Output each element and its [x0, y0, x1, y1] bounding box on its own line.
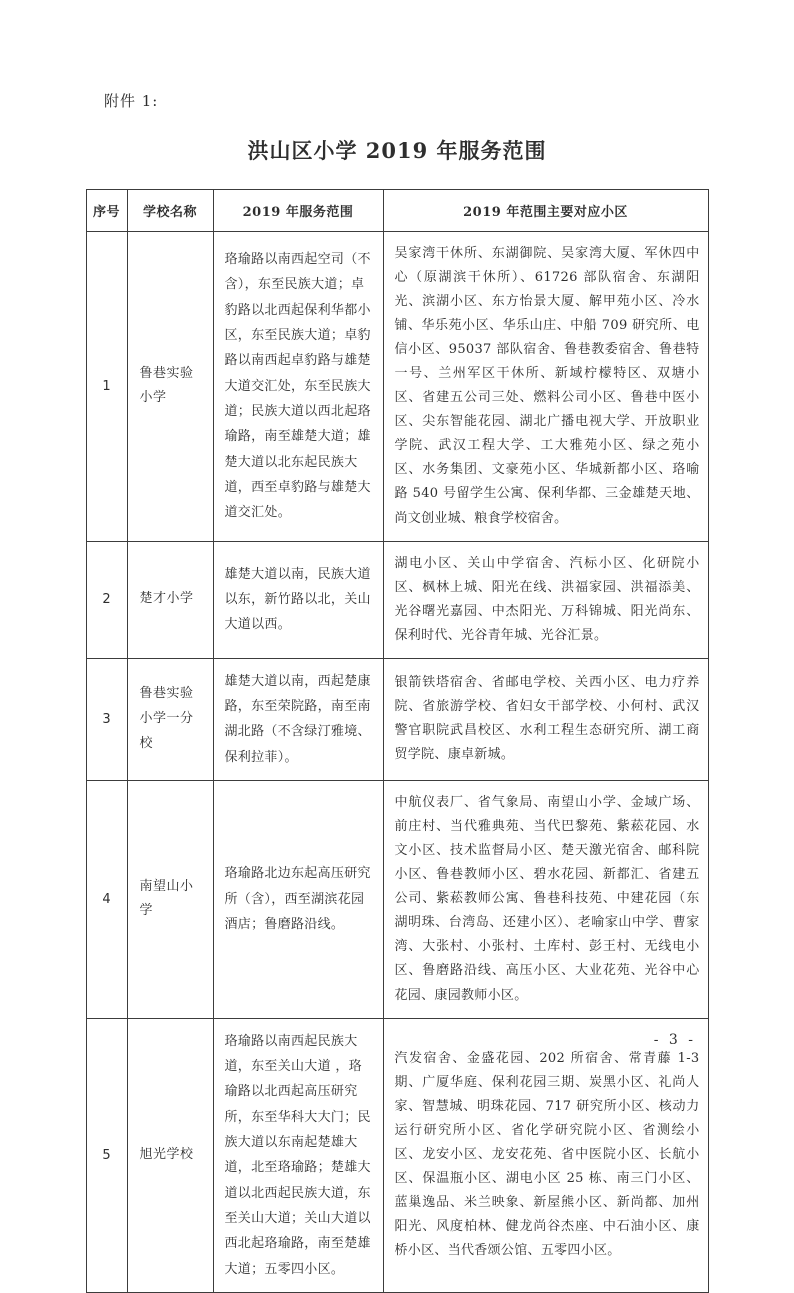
table-row [86, 232, 708, 542]
cell-scope: 雄楚大道以南，民族大道以东，新竹路以北，关山大道以西。 [213, 541, 383, 658]
table-row [86, 781, 708, 1018]
header-no: 序号 [86, 190, 127, 232]
page-number: - 3 - [653, 1032, 696, 1048]
table-row [86, 541, 708, 658]
cell-no: 2 [86, 541, 127, 658]
cell-communities: 汽发宿舍、金盛花园、202 所宿舍、常青藤 1-3 期、广厦华庭、保利花园三期、炭黑小区、礼尚人家、智慧城、明珠花园、717 研究所小区、核动力运行研究所小区、省化学研究院小区、省测绘小区、龙安小区、龙安花苑、省中医院小区、长航小区、保温瓶小区、湖电小区 25 栋、南三门小区、蓝巢逸品、米兰映象、新屋熊小区、新尚都、加州阳光、风度柏林、健龙尚谷杰座、中石油小区、康桥小区、当代香颂公馆、五零四小区。 [383, 1018, 708, 1292]
cell-communities: 湖电小区、关山中学宿舍、汽标小区、化研院小区、枫林上城、阳光在线、洪福家园、洪福添美、光谷曙光嘉园、中杰阳光、万科锦城、阳光尚东、保利时代、光谷青年城、光谷汇景。 [383, 541, 708, 658]
cell-school: 鲁巷实验小学一分校 [127, 658, 213, 780]
attachment-label: 附件 1: [104, 92, 159, 110]
cell-scope: 珞瑜路以南西起民族大道，东至关山大道 ，珞瑜路以北西起高压研究所，东至华科大大门；民族大道以东南起楚雄大道，北至珞瑜路；楚雄大道以北西起民族大道，东至关山大道；关山大道以西北起珞瑜路，南至楚雄大道；五零四小区。 [213, 1018, 383, 1292]
header-communities: 2019 年范围主要对应小区 [383, 190, 708, 232]
cell-scope: 珞瑜路以南西起空司（不含），东至民族大道；卓豹路以北西起保利华都小区，东至民族大道；卓豹路以南西起卓豹路与雄楚大道交汇处，东至民族大道；民族大道以西北起珞瑜路，南至雄楚大道；雄楚大道以北东起民族大道，西至卓豹路与雄楚大道交汇处。 [213, 232, 383, 542]
cell-school: 旭光学校 [127, 1018, 213, 1292]
cell-school: 楚才小学 [127, 541, 213, 658]
cell-communities: 吴家湾干休所、东湖御院、吴家湾大厦、军休四中心（原湖滨干休所）、61726 部队宿舍、东湖阳光、滨湖小区、东方怡景大厦、解甲苑小区、冷水铺、华乐苑小区、华乐山庄、中船 709 研究所、电信小区、95037 部队宿舍、鲁巷教委宿舍、鲁巷特一号、兰州军区干休所、新域柠檬特区、双塘小区、省建五公司三处、燃料公司小区、鲁巷中医小区、尖东智能花园、湖北广播电视大学、开放职业学院、武汉工程大学、工大雅苑小区、绿之苑小区、水务集团、文豪苑小区、华城新都小区、珞喻路 540 号留学生公寓、保利华都、三金雄楚天地、尚文创业城、粮食学校宿舍。 [383, 232, 708, 542]
cell-scope: 珞瑜路北边东起高压研究所（含），西至湖滨花园酒店；鲁磨路沿线。 [213, 781, 383, 1018]
cell-scope: 雄楚大道以南，西起楚康路，东至荣院路，南至南湖北路（不含绿汀雅境、保利拉菲）。 [213, 658, 383, 780]
cell-no: 1 [86, 232, 127, 542]
table-row [86, 658, 708, 780]
cell-no: 5 [86, 1018, 127, 1292]
table-row [86, 1018, 708, 1292]
cell-communities: 中航仪表厂、省气象局、南望山小学、金域广场、前庄村、当代雅典苑、当代巴黎苑、紫菘花园、水文小区、技术监督局小区、楚天激光宿舍、邮科院小区、鲁巷教师小区、碧水花园、新都汇、省建五公司、紫菘教师公寓、鲁巷科技苑、中建花园（东湖明珠、台湾岛、还建小区）、老喻家山中学、曹家湾、大张村、小张村、土库村、彭王村、无线电小区、鲁磨路沿线、高压小区、大业花苑、光谷中心花园、康园教师小区。 [383, 781, 708, 1018]
cell-school: 鲁巷实验小学 [127, 232, 213, 542]
table-header-row [86, 190, 708, 232]
service-area-table [86, 189, 709, 1293]
header-scope: 2019 年服务范围 [213, 190, 383, 232]
cell-communities: 银箭铁塔宿舍、省邮电学校、关西小区、电力疗养院、省旅游学校、省妇女干部学校、小何村、武汉警官职院武昌校区、水利工程生态研究所、湖工商贸学院、康卓新城。 [383, 658, 708, 780]
page-title: 洪山区小学 2019 年服务范围 [247, 138, 547, 163]
cell-no: 3 [86, 658, 127, 780]
cell-school: 南望山小学 [127, 781, 213, 1018]
header-school: 学校名称 [127, 190, 213, 232]
cell-no: 4 [86, 781, 127, 1018]
